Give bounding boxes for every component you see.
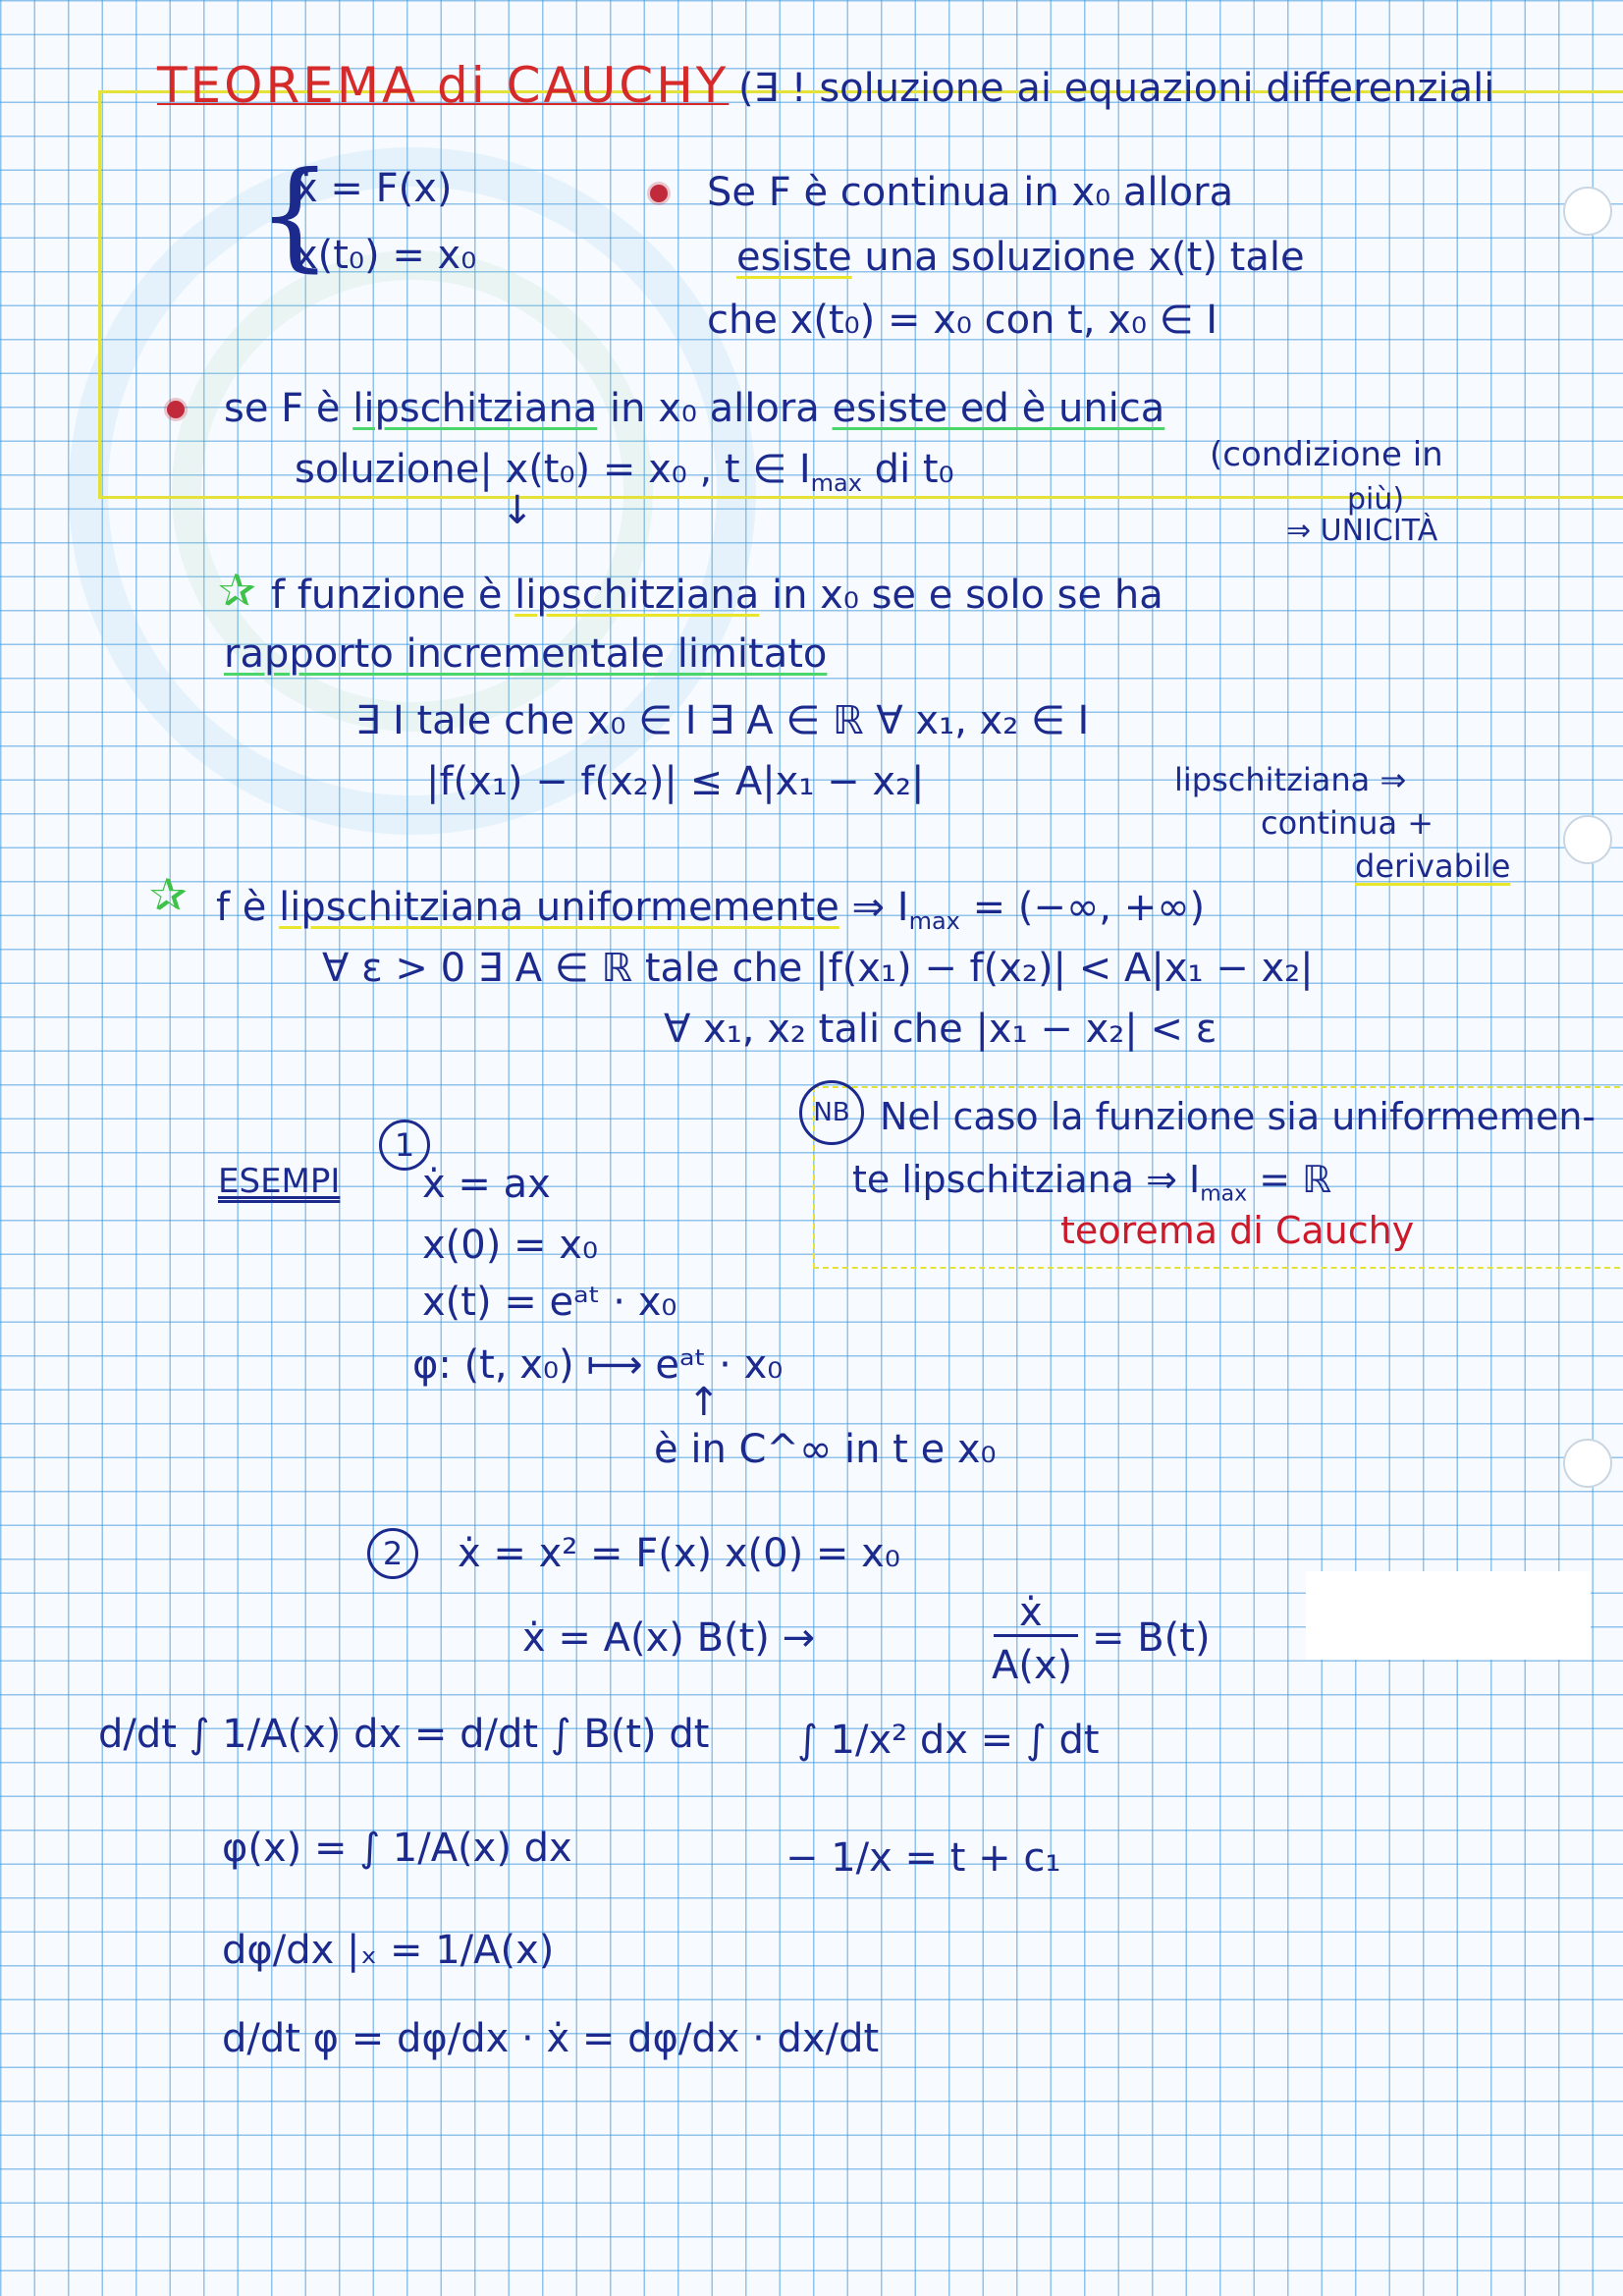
uniform-a: f è xyxy=(216,885,280,930)
uniform-max-sub: max xyxy=(908,907,960,935)
lipschitz-def-line-3: ∃ I tale che x₀ ∈ I ∃ A ∈ ℝ ∀ x₁, x₂ ∈ I xyxy=(355,698,1090,743)
example-1-line-4: φ: (t, x₀) ⟼ eᵃᵗ · x₀ xyxy=(412,1342,784,1388)
uniqueness-mid: in x₀ allora xyxy=(597,386,833,431)
uniqueness-exists-unique: esiste ed è unica xyxy=(832,386,1165,431)
existence-keyword: esiste xyxy=(736,235,852,280)
lipschitz-side-2: continua + xyxy=(1261,804,1434,842)
uniqueness-condition: | x(t₀) = x₀ , t ∈ I xyxy=(479,447,811,492)
existence-line-2 xyxy=(736,235,1305,280)
nb-line-1: Nel caso la funzione sia uniformemen- xyxy=(880,1095,1596,1138)
blot xyxy=(1306,1571,1591,1660)
title-suffix: (∃ ! soluzione ai equazioni differenziali xyxy=(738,66,1495,111)
example-2-frac-num: ẋ xyxy=(1019,1590,1043,1635)
nb-line-2 xyxy=(852,1158,1332,1207)
up-arrow: ↑ xyxy=(687,1380,721,1425)
uniform-keyword: lipschitziana uniformemente xyxy=(279,885,839,930)
example-2-frac-den: A(x) xyxy=(992,1643,1073,1688)
example-1-line-2: x(0) = x₀ xyxy=(422,1223,598,1268)
example-1-line-1: ẋ = ax xyxy=(422,1162,551,1207)
bullet-existence xyxy=(650,185,668,202)
uniqueness-note-3: ⇒ UNICITÀ xyxy=(1286,514,1438,548)
uniqueness-line-1 xyxy=(224,386,1165,431)
binder-hole-2 xyxy=(1563,815,1612,864)
nb-line-3: teorema di Cauchy xyxy=(1060,1209,1415,1252)
lipschitz-side-1: lipschitziana ⇒ xyxy=(1174,761,1407,798)
existence-line-2-rest: una soluzione x(t) tale xyxy=(851,235,1305,280)
uniform-d: = (−∞, +∞) xyxy=(959,885,1206,930)
example-1-line-5: è in C^∞ in t e x₀ xyxy=(654,1427,997,1472)
lipschitz-def-c: in x₀ se e solo se ha xyxy=(759,573,1163,618)
example-2-line-2b: = B(t) xyxy=(1092,1615,1211,1661)
example-2-line-3: d/dt ∫ 1/A(x) dx = d/dt ∫ B(t) dt xyxy=(98,1712,710,1757)
example-2-number: 2 xyxy=(367,1528,418,1579)
uniqueness-lipschitz: lipschitziana xyxy=(352,386,598,431)
uniform-line-2: ∀ ε > 0 ∃ A ∈ ℝ tale che |f(x₁) − f(x₂)| < A|x₁ − x₂| xyxy=(322,946,1314,991)
lipschitz-side-3: derivabile xyxy=(1355,847,1511,885)
example-2-line-6: d/dt φ = dφ/dx · ẋ = dφ/dx · dx/dt xyxy=(222,2016,880,2061)
existence-line-3: che x(t₀) = x₀ con t, x₀ ∈ I xyxy=(707,298,1218,343)
lipschitz-def-keyword: lipschitziana xyxy=(514,573,760,618)
example-2-line-4: φ(x) = ∫ 1/A(x) dx xyxy=(222,1826,572,1871)
binder-hole-3 xyxy=(1563,1439,1612,1488)
existence-line-1: Se F è continua in x₀ allora xyxy=(707,170,1234,215)
example-2-line-5: dφ/dx |ₓ = 1/A(x) xyxy=(222,1928,555,1973)
uniform-line-1 xyxy=(216,885,1206,935)
lipschitz-def-line-2: rapporto incrementale limitato xyxy=(224,631,828,677)
example-2-line-4r: − 1/x = t + c₁ xyxy=(785,1835,1061,1881)
down-arrow: ↓ xyxy=(501,488,534,533)
examples-label: ESEMPI xyxy=(218,1162,341,1201)
system-brace: { xyxy=(257,147,333,284)
bullet-uniqueness xyxy=(167,401,185,418)
fraction-bar xyxy=(994,1634,1078,1637)
uniqueness-pre: se F è xyxy=(224,386,353,431)
example-2-line-3r: ∫ 1/x² dx = ∫ dt xyxy=(797,1718,1100,1763)
page-title: TEOREMA di CAUCHY xyxy=(157,57,730,114)
example-1-line-3: x(t) = eᵃᵗ · x₀ xyxy=(422,1280,677,1325)
lipschitz-def-line-1 xyxy=(271,573,1163,618)
nb-max-sub: max xyxy=(1200,1181,1248,1207)
uniqueness-note-1: (condizione in xyxy=(1210,435,1443,474)
uniform-c: ⇒ I xyxy=(839,885,909,930)
uniform-line-3: ∀ x₁, x₂ tali che |x₁ − x₂| < ε xyxy=(664,1007,1217,1052)
example-2-line-1: ẋ = x² = F(x) x(0) = x₀ xyxy=(458,1531,900,1576)
nb-line-2-a: te lipschitziana ⇒ I xyxy=(852,1158,1201,1201)
uniqueness-of-t0: di t₀ xyxy=(861,447,954,492)
uniqueness-max-sub: max xyxy=(810,469,862,497)
nb-badge: NB xyxy=(799,1080,864,1145)
uniqueness-line-2 xyxy=(295,447,954,497)
example-1-number: 1 xyxy=(379,1120,430,1171)
example-2-line-2a: ẋ = A(x) B(t) → xyxy=(522,1615,816,1661)
lipschitz-def-line-4: |f(x₁) − f(x₂)| ≤ A|x₁ − x₂| xyxy=(426,759,925,804)
uniqueness-note-2: più) xyxy=(1347,482,1405,517)
uniqueness-solution: soluzione xyxy=(295,447,480,492)
star-icon: ✰ xyxy=(218,564,256,617)
star-icon-2: ✰ xyxy=(149,868,188,921)
nb-line-2-b: = ℝ xyxy=(1247,1158,1332,1201)
system-line-2: x(t₀) = x₀ xyxy=(295,233,477,278)
lipschitz-def-a: f funzione è xyxy=(271,573,515,618)
system-line-1: ẋ = F(x) xyxy=(295,166,453,211)
